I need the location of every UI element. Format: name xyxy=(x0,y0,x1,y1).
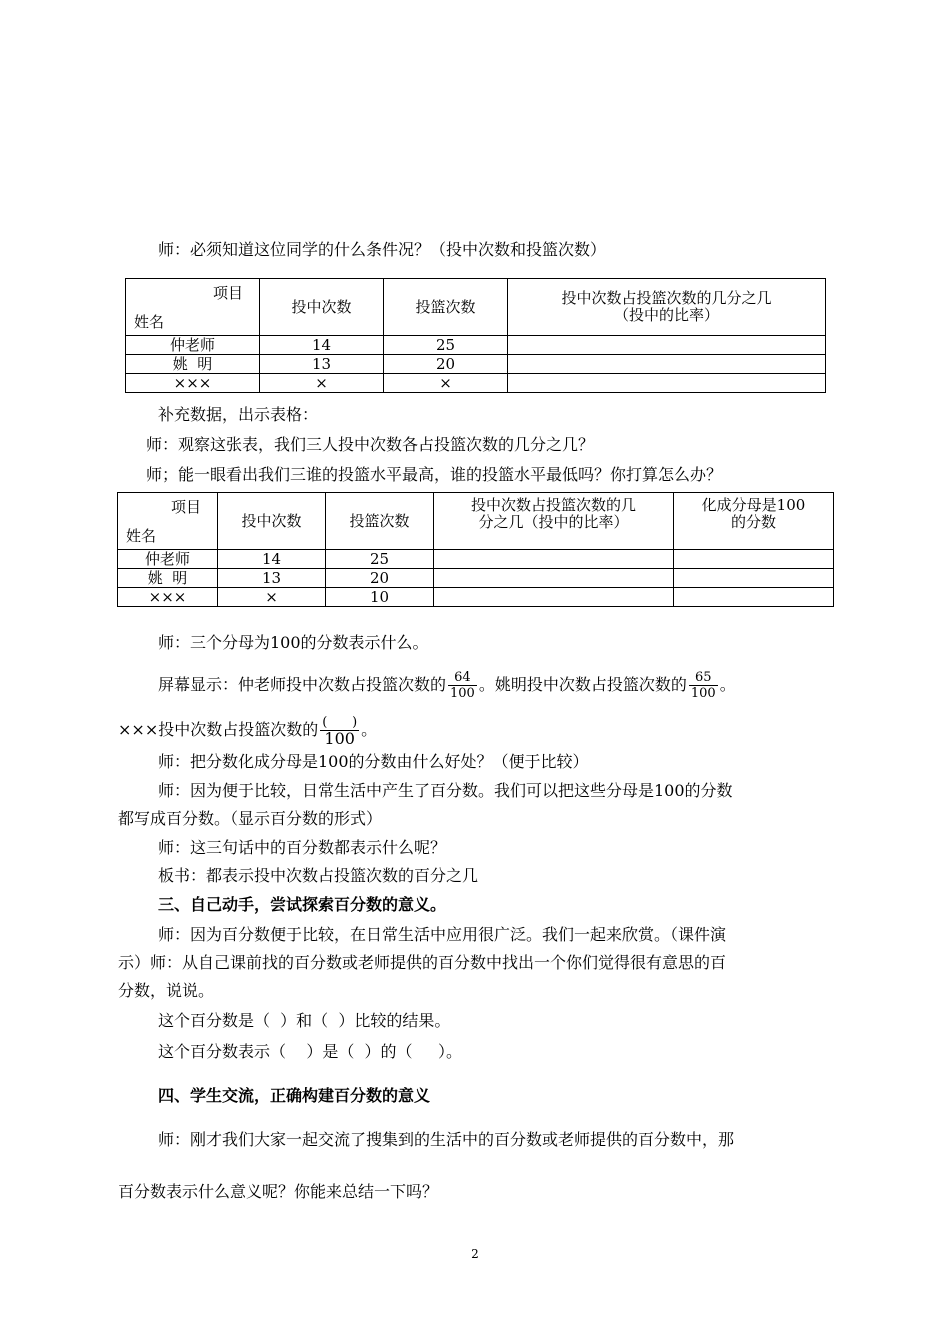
line-say: 分数，说说。 xyxy=(118,981,215,1000)
table2-col-denominator-line2: 的分数 xyxy=(730,513,776,531)
line-appreciate: 师：因为百分数便于比较，在日常生活中应用很广泛。我们一起来欣赏。（课件演 xyxy=(158,925,727,944)
page-number: 2 xyxy=(471,1247,479,1261)
table2-cell-name: 姚 明 xyxy=(118,569,218,588)
fraction-65-100 xyxy=(689,670,718,701)
fraction-blank-100 xyxy=(320,715,359,746)
table1-cell-name: 仲老师 xyxy=(126,336,260,355)
table1-cell-attempts: × xyxy=(384,374,508,393)
line-percent-question: 师：这三句话中的百分数都表示什么呢？ xyxy=(158,838,447,857)
table2-cell-hits: × xyxy=(218,588,326,607)
line-percent-form: 都写成百分数。（显示百分数的形式） xyxy=(118,809,383,828)
table2-cell-hits: 13 xyxy=(218,569,326,588)
table2-cell-attempts: 10 xyxy=(326,588,434,607)
table-shooting-basic xyxy=(125,278,826,393)
line-supplement-data: 补充数据，出示表格： xyxy=(158,405,319,424)
table1-diagonal-header xyxy=(126,279,260,336)
table1-col-attempts: 投篮次数 xyxy=(384,279,508,336)
line-exchange: 师：刚才我们大家一起交流了搜集到的生活中的百分数或老师提供的百分数中，那 xyxy=(158,1130,735,1149)
table2-cell-denominator xyxy=(674,569,834,588)
table2-cell-ratio xyxy=(434,588,674,607)
xxx-ratio-period: 。 xyxy=(361,720,378,739)
table1-cell-ratio xyxy=(508,374,826,393)
table2-cell-name: ××× xyxy=(118,588,218,607)
table2-cell-ratio xyxy=(434,569,674,588)
line-fraction-meaning: 师：三个分母为100的分数表示什么。 xyxy=(158,633,429,652)
table-row xyxy=(118,550,834,569)
line-find-percent: 示）师：从自己课前找的百分数或老师提供的百分数中找出一个你们觉得很有意思的百 xyxy=(118,953,727,972)
table2-header-name: 姓名 xyxy=(126,527,157,545)
table2-col-denominator-line1: 化成分母是100 xyxy=(701,496,806,514)
table2-cell-ratio xyxy=(434,550,674,569)
table2-cell-hits: 14 xyxy=(218,550,326,569)
fraction-denominator: 100 xyxy=(324,729,355,748)
table2-col-ratio-line2: 分之几（投中的比率） xyxy=(478,513,629,531)
table1-cell-hits: 13 xyxy=(260,355,384,374)
table1-cell-hits: × xyxy=(260,374,384,393)
table1-cell-name: ××× xyxy=(126,374,260,393)
fraction-numerator: 64 xyxy=(448,670,477,686)
line-benefit: 师：把分数化成分母是100的分数由什么好处？（便于比较） xyxy=(158,752,589,771)
table2-col-hits: 投中次数 xyxy=(218,493,326,550)
line-observe-table: 师：观察这张表，我们三人投中次数各占投篮次数的几分之几？ xyxy=(146,435,595,454)
section-heading-3: 三、自己动手，尝试探索百分数的意义。 xyxy=(158,895,447,914)
table1-cell-name: 姚 明 xyxy=(126,355,260,374)
table1-cell-attempts: 20 xyxy=(384,355,508,374)
fraction-denominator: 100 xyxy=(690,686,716,701)
table1-cell-ratio xyxy=(508,355,826,374)
table-row xyxy=(118,588,834,607)
table2-col-ratio-line1: 投中次数占投篮次数的几 xyxy=(470,496,636,514)
table-row xyxy=(126,374,826,393)
screen-display-text-yao: 。姚明投中次数占投篮次数的 xyxy=(478,675,687,694)
table2-cell-attempts: 25 xyxy=(326,550,434,569)
line-question-conditions: 师：必须知道这位同学的什么条件况？（投中次数和投篮次数） xyxy=(158,240,607,259)
table-row xyxy=(126,336,826,355)
table-row xyxy=(118,569,834,588)
line-compare-level: 师；能一眼看出我们三谁的投篮水平最高，谁的投篮水平最低吗？你打算怎么办？ xyxy=(146,465,723,484)
screen-display-text: 屏幕显示：仲老师投中次数占投篮次数的 xyxy=(158,675,447,694)
line-summarize: 百分数表示什么意义呢？你能来总结一下吗？ xyxy=(118,1182,439,1201)
table-shooting-extended xyxy=(117,492,834,607)
table2-col-ratio xyxy=(434,493,674,550)
table1-col-ratio xyxy=(508,279,826,336)
table2-cell-denominator xyxy=(674,588,834,607)
table-row xyxy=(126,355,826,374)
table1-cell-hits: 14 xyxy=(260,336,384,355)
table2-header-item: 项目 xyxy=(170,498,201,516)
table1-col-ratio-line2: （投中的比率） xyxy=(613,306,719,324)
line-compare-result: 这个百分数是（ ）和（ ）比较的结果。 xyxy=(158,1011,451,1030)
line-xxx-ratio xyxy=(118,708,377,752)
fraction-numerator: 65 xyxy=(689,670,718,686)
line-percent-represents: 这个百分数表示（ ）是（ ）的（ ）。 xyxy=(158,1042,462,1061)
table1-col-hits: 投中次数 xyxy=(260,279,384,336)
table1-cell-attempts: 25 xyxy=(384,336,508,355)
table1-col-ratio-line1: 投中次数占投篮次数的几分之几 xyxy=(561,289,772,307)
table2-cell-name: 仲老师 xyxy=(118,550,218,569)
xxx-ratio-text: ×××投中次数占投篮次数的 xyxy=(118,720,319,739)
table1-header-name: 姓名 xyxy=(134,313,165,331)
section-heading-4: 四、学生交流，正确构建百分数的意义 xyxy=(158,1086,431,1105)
table2-col-denominator xyxy=(674,493,834,550)
line-percent-origin: 师：因为便于比较，日常生活中产生了百分数。我们可以把这些分母是100的分数 xyxy=(158,781,733,800)
line-screen-display xyxy=(158,663,736,707)
line-blackboard: 板书：都表示投中次数占投篮次数的百分之几 xyxy=(158,866,479,885)
table2-cell-denominator xyxy=(674,550,834,569)
fraction-numerator: ( ) xyxy=(322,715,358,730)
table2-diagonal-header xyxy=(118,493,218,550)
fraction-64-100 xyxy=(448,670,477,701)
table1-header-item: 项目 xyxy=(212,284,243,302)
fraction-denominator: 100 xyxy=(450,686,475,701)
table2-col-attempts: 投篮次数 xyxy=(326,493,434,550)
screen-display-period: 。 xyxy=(719,675,736,694)
table1-cell-ratio xyxy=(508,336,826,355)
table2-cell-attempts: 20 xyxy=(326,569,434,588)
